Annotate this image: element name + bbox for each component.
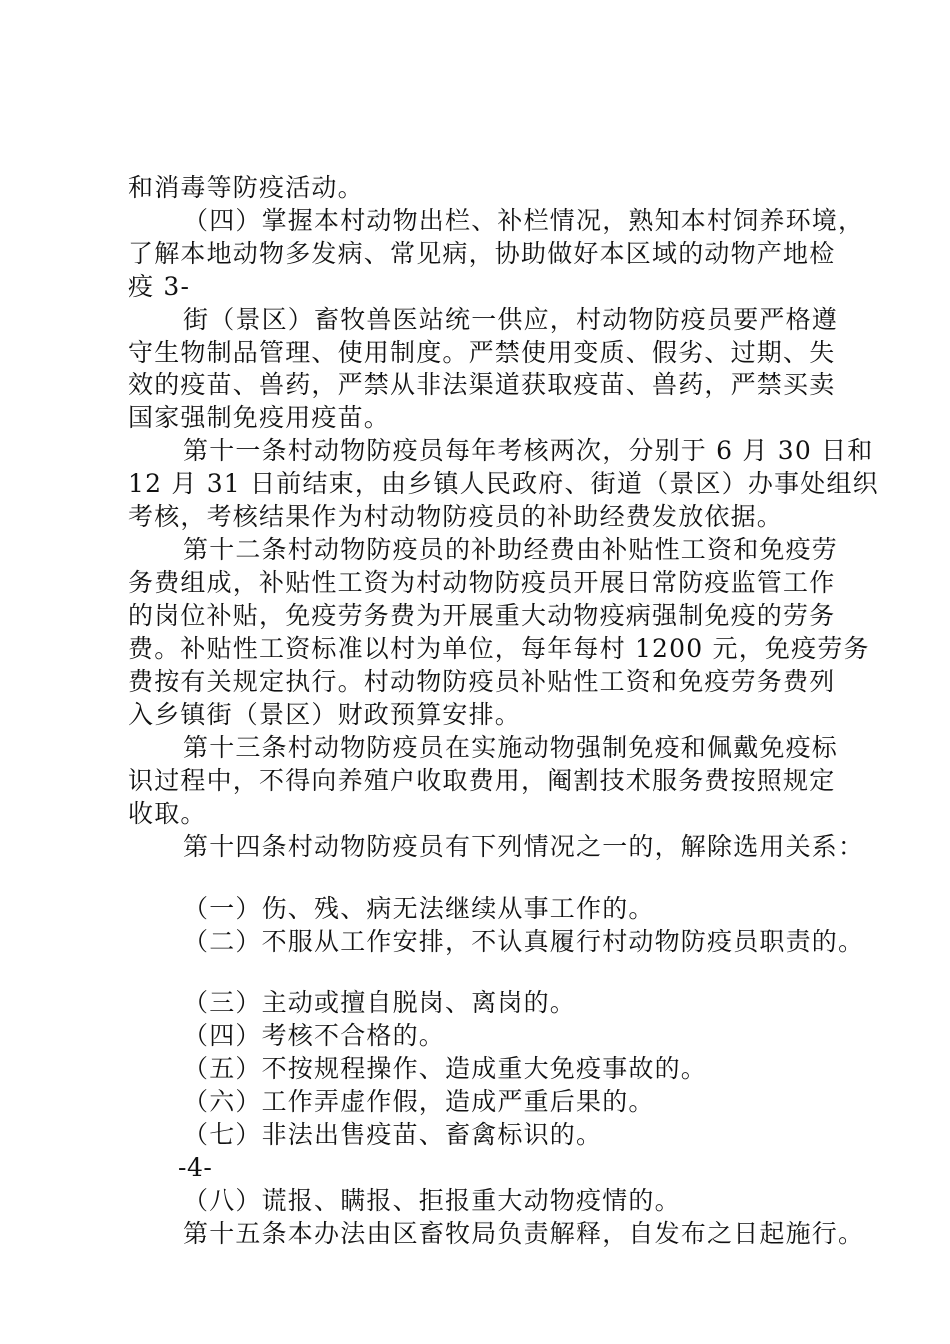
text-line: 国家强制免疫用疫苗。 [128,403,391,432]
text-line: 收取。 [128,799,207,828]
text-line: 第十五条本办法由区畜牧局负责解释，自发布之日起施行。 [183,1219,865,1248]
text-line: 入乡镇街（景区）财政预算安排。 [128,700,522,729]
text-line: 第十三条村动物防疫员在实施动物强制免疫和佩戴免疫标 [183,733,839,762]
text-line: 考核，考核结果作为村动物防疫员的补助经费发放依据。 [128,502,784,531]
text-line: （一）伤、残、病无法继续从事工作的。 [183,894,655,923]
text-line: （二）不服从工作安排，不认真履行村动物防疫员职责的。 [183,927,865,956]
text-line: 识过程中，不得向养殖户收取费用，阉割技术服务费按照规定 [128,766,836,795]
text-line: 街（景区）畜牧兽医站统一供应，村动物防疫员要严格遵 [183,305,839,334]
text-line: 费。补贴性工资标准以村为单位，每年每村 1200 元，免疫劳务 [128,634,870,663]
text-line: 和消毒等防疫活动。 [128,173,364,202]
text-line: （六）工作弄虚作假，造成严重后果的。 [183,1087,655,1116]
text-line: 费按有关规定执行。村动物防疫员补贴性工资和免疫劳务费列 [128,667,836,696]
text-line: 第十二条村动物防疫员的补助经费由补贴性工资和免疫劳 [183,535,839,564]
text-line: （四）掌握本村动物出栏、补栏情况，熟知本村饲养环境， [183,206,865,235]
text-line: 第十一条村动物防疫员每年考核两次，分别于 6 月 30 日和 [183,436,874,465]
text-line: 12 月 31 日前结束，由乡镇人民政府、街道（景区）办事处组织 [128,469,879,498]
text-line: （七）非法出售疫苗、畜禽标识的。 [183,1120,603,1149]
text-line: 效的疫苗、兽药，严禁从非法渠道获取疫苗、兽药，严禁买卖 [128,370,836,399]
text-line: 疫 3- [128,272,191,301]
text-line: 的岗位补贴，免疫劳务费为开展重大动物疫病强制免疫的劳务 [128,601,836,630]
text-line: （五）不按规程操作、造成重大免疫事故的。 [183,1054,708,1083]
text-line: （八）谎报、瞒报、拒报重大动物疫情的。 [183,1186,681,1215]
page-number: -4- [178,1153,213,1182]
text-line: （四）考核不合格的。 [183,1021,446,1050]
text-line: 第十四条村动物防疫员有下列情况之一的，解除选用关系： [183,832,865,861]
text-line: 守生物制品管理、使用制度。严禁使用变质、假劣、过期、失 [128,338,836,367]
text-line: （三）主动或擅自脱岗、离岗的。 [183,988,577,1017]
text-line: 务费组成，补贴性工资为村动物防疫员开展日常防疫监管工作 [128,568,836,597]
text-line: 了解本地动物多发病、常见病，协助做好本区域的动物产地检 [128,239,836,268]
